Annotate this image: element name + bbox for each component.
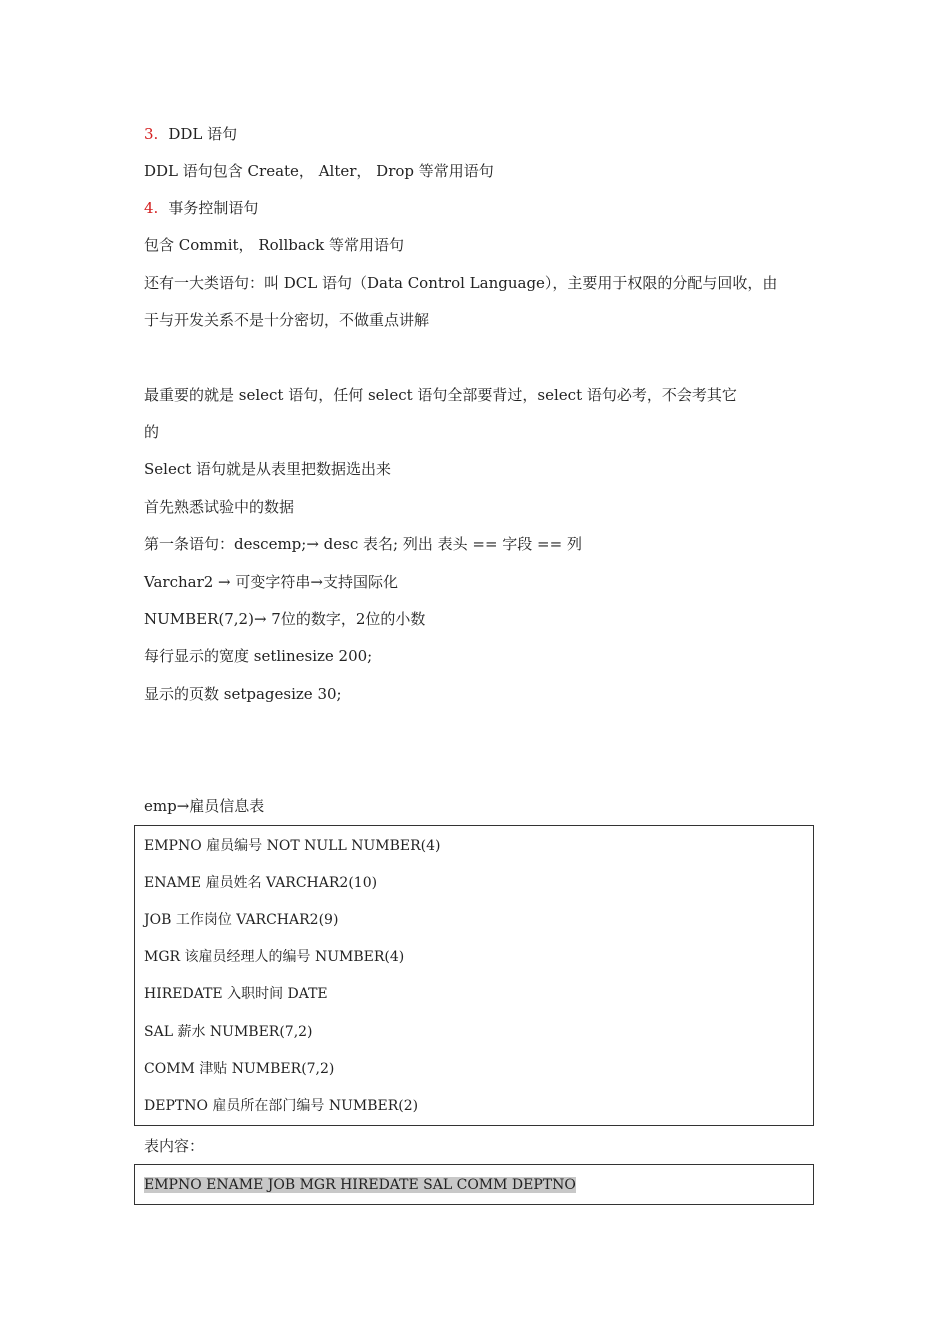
column-row: COMM 津贴 NUMBER(7,2) [144, 1061, 335, 1077]
section-number: 4. [144, 199, 159, 217]
highlighted-header-text: EMPNO ENAME JOB MGR HIREDATE SAL COMM DEPTNO [144, 1177, 576, 1193]
familiar-data-text: 首先熟悉试验中的数据 [144, 498, 295, 516]
section-title: DDL 语句 [168, 125, 238, 143]
column-row: MGR 该雇员经理人的编号 NUMBER(4) [144, 949, 405, 965]
table-content-label: 表内容： [144, 1137, 205, 1155]
number-type-text: NUMBER(7,2)→ 7位的数字，2位的小数 [144, 610, 426, 628]
section-3-heading [144, 124, 237, 144]
table-header-row [144, 1175, 576, 1195]
column-row: HIREDATE 入职时间 DATE [144, 986, 328, 1002]
first-statement-text: 第一条语句：descemp;→ desc 表名; 列出 表头 == 字段 == 列 [144, 535, 582, 553]
section-3-text: DDL 语句包含 Create， Alter， Drop 等常用语句 [144, 162, 494, 180]
emp-table-title: emp→雇员信息表 [144, 797, 265, 815]
column-row: JOB 工作岗位 VARCHAR2(9) [144, 912, 339, 928]
table-content-box [134, 1164, 814, 1205]
section-number: 3. [144, 125, 159, 143]
emp-columns-box [134, 825, 814, 1126]
section-4-text: 包含 Commit， Rollback 等常用语句 [144, 236, 405, 254]
column-row: SAL 薪水 NUMBER(7,2) [144, 1024, 313, 1040]
column-row: EMPNO 雇员编号 NOT NULL NUMBER(4) [144, 838, 441, 854]
dcl-paragraph-line-1: 还有一大类语句：叫 DCL 语句（Data Control Language），主要用于权限的分配与回收，由 [144, 274, 778, 292]
linesize-text: 每行显示的宽度 setlinesize 200; [144, 647, 373, 665]
varchar2-text: Varchar2 → 可变字符串→支持国际化 [144, 573, 398, 591]
dcl-paragraph-line-2: 于与开发关系不是十分密切，不做重点讲解 [144, 311, 430, 329]
select-description: Select 语句就是从表里把数据选出来 [144, 460, 392, 478]
select-paragraph-line-1: 最重要的就是 select 语句，任何 select 语句全部要背过，select 语句必考，不会考其它 [144, 386, 737, 404]
column-row: ENAME 雇员姓名 VARCHAR2(10) [144, 875, 378, 891]
column-row: DEPTNO 雇员所在部门编号 NUMBER(2) [144, 1098, 419, 1114]
pagesize-text: 显示的页数 setpagesize 30; [144, 685, 342, 703]
select-paragraph-line-2: 的 [144, 423, 160, 441]
section-4-heading [144, 198, 258, 218]
section-title: 事务控制语句 [168, 199, 259, 217]
